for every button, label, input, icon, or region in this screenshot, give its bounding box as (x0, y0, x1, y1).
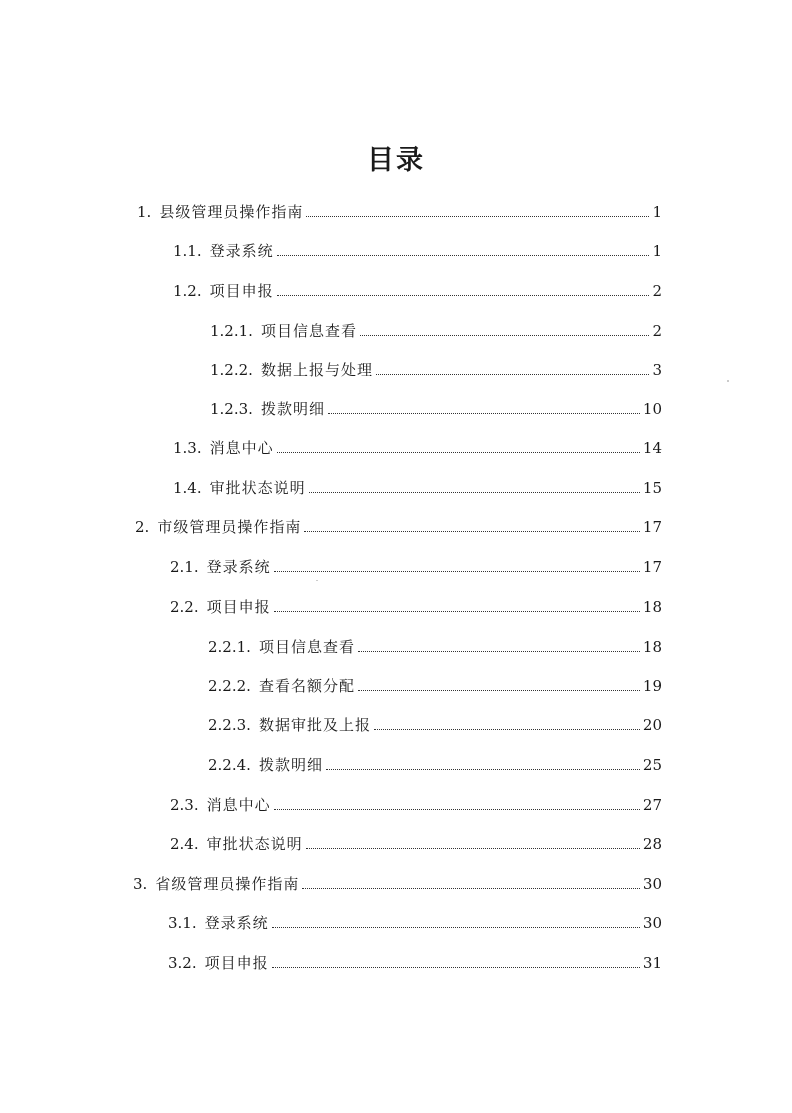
toc-entry (208, 636, 662, 658)
scan-speck (727, 380, 729, 382)
toc-entry-page: 19 (642, 677, 662, 695)
toc-entry-page: 20 (642, 716, 662, 734)
toc-entry-number: 1.3. (173, 439, 202, 457)
toc-leader-dots (376, 373, 649, 375)
toc-entry (210, 320, 662, 342)
toc-entry-title: 项目信息查看 (258, 638, 355, 656)
toc-leader-dots (358, 650, 640, 652)
toc-entry-number: 1.2. (173, 282, 202, 300)
toc-entry-page: 1 (652, 242, 662, 260)
toc-leader-dots (274, 808, 640, 810)
toc-entry-number: 2.2.2. (208, 677, 251, 695)
toc-entry-title: 市级管理员操作指南 (157, 518, 302, 536)
toc-entry (210, 359, 662, 381)
toc-entry-page: 25 (642, 756, 662, 774)
toc-entry (173, 477, 662, 499)
toc-entry-title: 查看名额分配 (258, 677, 355, 695)
toc-entry-title: 审批状态说明 (206, 835, 303, 853)
toc-entry-page: 18 (642, 598, 662, 616)
toc-entry-number: 2.2.3. (208, 716, 251, 734)
toc-entry-page: 10 (642, 400, 662, 418)
toc-entry-number: 1.2.1. (210, 322, 253, 340)
toc-leader-dots (274, 610, 640, 612)
toc-entry-title: 数据审批及上报 (258, 716, 371, 734)
toc-leader-dots (272, 966, 640, 968)
toc-entry-title: 省级管理员操作指南 (155, 875, 300, 893)
toc-entry-title: 拨款明细 (258, 756, 323, 774)
toc-entry-number: 1.1. (173, 242, 202, 260)
toc-entry-number: 2. (135, 518, 150, 536)
toc-entry (208, 675, 662, 697)
toc-entry-title: 审批状态说明 (209, 479, 306, 497)
toc-entry-number: 1. (137, 203, 152, 221)
toc-entry-number: 2.2.1. (208, 638, 251, 656)
toc-entry-page: 14 (642, 439, 662, 457)
toc-entry (208, 714, 662, 736)
toc-entry (170, 596, 662, 618)
toc-entry-title: 拨款明细 (260, 400, 325, 418)
toc-leader-dots (274, 570, 640, 572)
toc-entry-number: 1.4. (173, 479, 202, 497)
toc-entry (137, 201, 662, 223)
toc-entry-number: 3. (133, 875, 148, 893)
toc-entry-number: 1.2.2. (210, 361, 253, 379)
toc-entry-number: 2.2.4. (208, 756, 251, 774)
toc-leader-dots (277, 294, 649, 296)
toc-leader-dots (360, 334, 649, 336)
toc-entry-title: 项目申报 (204, 954, 269, 972)
toc-leader-dots (328, 412, 640, 414)
toc-entry-page: 2 (652, 282, 662, 300)
toc-leader-dots (358, 689, 640, 691)
toc-entry-page: 18 (642, 638, 662, 656)
toc-entry (173, 437, 662, 459)
toc-entry-number: 2.2. (170, 598, 199, 616)
toc-leader-dots (277, 254, 649, 256)
page-title: 目录 (367, 145, 425, 176)
toc-entry (173, 240, 662, 262)
toc-entry-page: 1 (652, 203, 662, 221)
toc-entry-number: 3.1. (168, 914, 197, 932)
toc-entry (135, 516, 662, 538)
scan-speck (316, 580, 318, 581)
toc-entry (168, 952, 662, 974)
toc-leader-dots (304, 530, 640, 532)
toc-entry-page: 17 (642, 518, 662, 536)
toc-leader-dots (306, 215, 649, 217)
toc-leader-dots (277, 451, 640, 453)
toc-entry-title: 县级管理员操作指南 (159, 203, 304, 221)
toc-entry-number: 2.4. (170, 835, 199, 853)
toc-entry-title: 消息中心 (206, 796, 271, 814)
toc-entry (170, 794, 662, 816)
toc-entry-page: 30 (642, 914, 662, 932)
toc-entry (210, 398, 662, 420)
toc-entry-title: 消息中心 (209, 439, 274, 457)
toc-entry-title: 数据上报与处理 (260, 361, 373, 379)
toc-entry (208, 754, 662, 776)
toc-leader-dots (326, 768, 640, 770)
toc-entry-page: 3 (652, 361, 662, 379)
toc-leader-dots (302, 887, 640, 889)
toc-entry-page: 17 (642, 558, 662, 576)
toc-entry-page: 28 (642, 835, 662, 853)
toc-entry (168, 912, 662, 934)
toc-entry-page: 27 (642, 796, 662, 814)
toc-entry-number: 2.1. (170, 558, 199, 576)
toc-entry-title: 登录系统 (209, 242, 274, 260)
toc-entry-number: 2.3. (170, 796, 199, 814)
toc-entry (173, 280, 662, 302)
toc-entry-page: 31 (642, 954, 662, 972)
toc-entry-page: 30 (642, 875, 662, 893)
toc-leader-dots (306, 847, 640, 849)
toc-entry (170, 833, 662, 855)
toc-entry-number: 1.2.3. (210, 400, 253, 418)
toc-entry-title: 项目信息查看 (260, 322, 357, 340)
toc-entry-title: 项目申报 (209, 282, 274, 300)
toc-leader-dots (272, 926, 640, 928)
toc-entry (170, 556, 662, 578)
toc-entry-title: 项目申报 (206, 598, 271, 616)
toc-entry-page: 2 (652, 322, 662, 340)
toc-entry-title: 登录系统 (206, 558, 271, 576)
toc-entry-title: 登录系统 (204, 914, 269, 932)
toc-leader-dots (374, 728, 640, 730)
toc-leader-dots (309, 491, 640, 493)
toc-entry-number: 3.2. (168, 954, 197, 972)
toc-entry-page: 15 (642, 479, 662, 497)
toc-entry (133, 873, 662, 895)
